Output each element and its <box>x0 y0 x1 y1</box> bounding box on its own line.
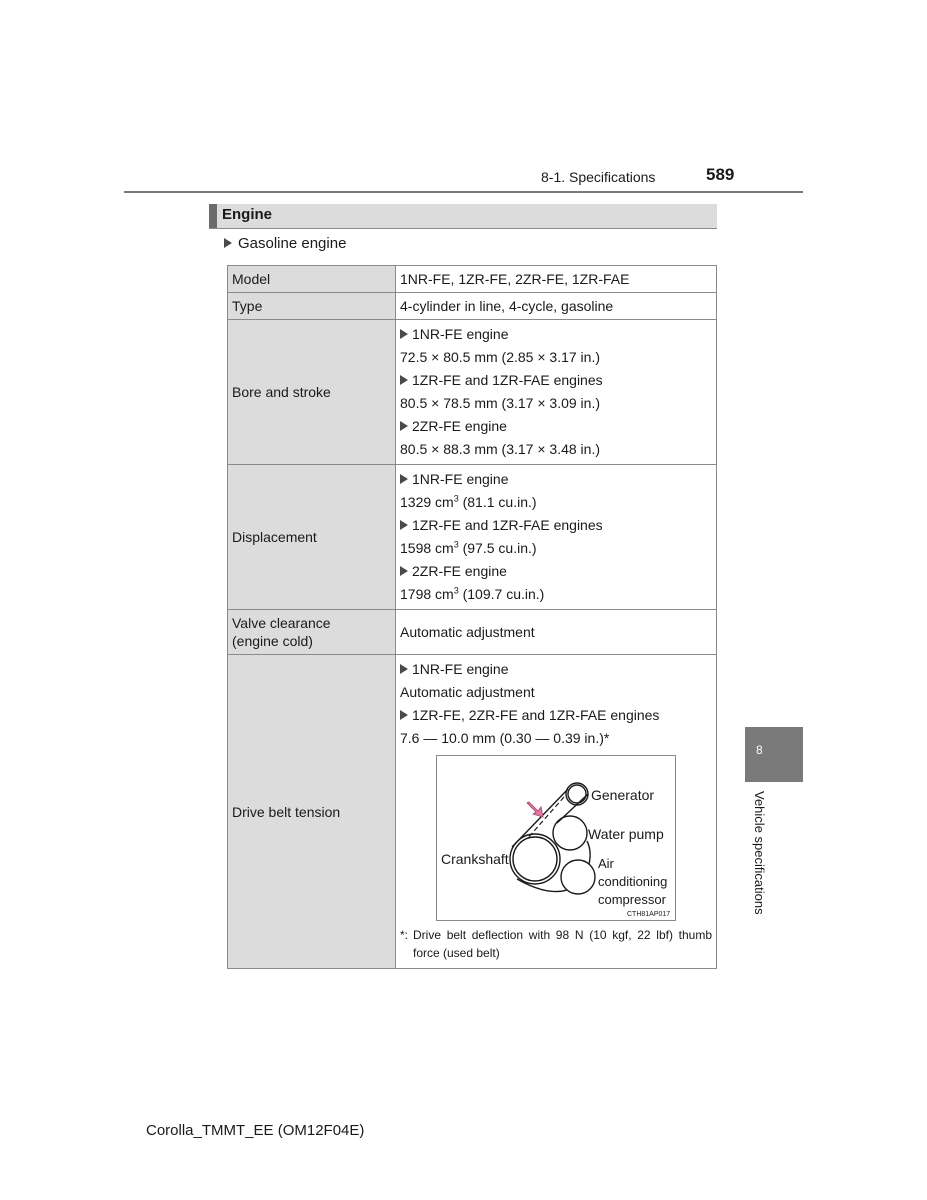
table-row-model <box>228 266 717 293</box>
belt-value-2: 7.6 — 10.0 mm (0.30 — 0.39 in.)* <box>400 730 610 746</box>
chapter-number: 8 <box>756 743 763 757</box>
water-pump-label: Water pump <box>588 826 664 842</box>
page-number: 589 <box>706 165 735 184</box>
label-bore: Bore and stroke <box>228 320 396 465</box>
table-row-bore <box>228 320 717 465</box>
bore-engine-2: 1ZR-FE and 1ZR-FAE engines <box>400 371 712 389</box>
section-bar <box>209 204 717 229</box>
compressor-pulley <box>561 860 595 894</box>
triangle-right-icon <box>400 566 408 576</box>
air-label-1: Air <box>598 856 614 871</box>
triangle-right-icon <box>400 329 408 339</box>
value-belt <box>396 655 717 969</box>
bore-value-3: 80.5 × 88.3 mm (3.17 × 3.48 in.) <box>400 441 601 457</box>
generator-label: Generator <box>591 787 655 803</box>
triangle-right-icon <box>400 375 408 385</box>
value-valve: Automatic adjustment <box>396 610 717 655</box>
footnote-text: Drive belt deflection with 98 N (10 kgf, 22 lbf) thumb force (used belt) <box>413 928 712 960</box>
table-row-type <box>228 293 717 320</box>
crankshaft-label: Crankshaft <box>441 851 509 867</box>
deflection-arrow-icon <box>527 802 543 817</box>
table-row-displacement <box>228 465 717 610</box>
disp-value-2: 1598 $cm^3$ (97.5 cu.in.) <box>400 539 537 556</box>
label-belt: Drive belt tension <box>228 655 396 969</box>
value-bore <box>396 320 717 465</box>
triangle-right-icon <box>400 421 408 431</box>
section-title: Engine <box>222 206 273 223</box>
belt-engine-1: 1NR-FE engine <box>400 660 712 678</box>
value-type: 4-cylinder in line, 4-cycle, gasoline <box>396 293 717 320</box>
section-bar-marker <box>209 204 217 228</box>
air-label-3: compressor <box>598 892 666 907</box>
header-section-title: 8-1. Specifications <box>541 169 656 185</box>
label-model: Model <box>228 266 396 293</box>
chapter-label: Vehicle specifications <box>752 791 767 915</box>
disp-engine-2: 1ZR-FE and 1ZR-FAE engines <box>400 516 712 534</box>
subsection-heading <box>224 235 346 252</box>
disp-engine-3: 2ZR-FE engine <box>400 562 712 580</box>
chapter-tab <box>745 727 803 782</box>
subsection-title: Gasoline engine <box>238 235 347 252</box>
label-displacement: Displacement <box>228 465 396 610</box>
footnote <box>400 926 712 962</box>
disp-value-1: 1329 $cm^3$ (81.1 cu.in.) <box>400 493 537 510</box>
bore-value-2: 80.5 × 78.5 mm (3.17 × 3.09 in.) <box>400 395 601 411</box>
header-rule <box>124 191 803 193</box>
belt-value-1: Automatic adjustment <box>400 684 535 700</box>
engine-spec-table <box>227 265 717 969</box>
bore-engine-3: 2ZR-FE engine <box>400 417 712 435</box>
triangle-right-icon <box>400 474 408 484</box>
table-row-valve <box>228 610 717 655</box>
bore-engine-1: 1NR-FE engine <box>400 325 712 343</box>
triangle-right-icon <box>400 664 408 674</box>
table-row-belt <box>228 655 717 969</box>
generator-pulley <box>568 785 586 803</box>
label-valve: Valve clearance (engine cold) <box>228 610 396 655</box>
disp-engine-1: 1NR-FE engine <box>400 470 712 488</box>
crankshaft-pulley <box>513 837 557 881</box>
disp-value-3: 1798 $cm^3$ (109.7 cu.in.) <box>400 585 545 602</box>
value-displacement <box>396 465 717 610</box>
triangle-right-icon <box>224 238 232 248</box>
triangle-right-icon <box>400 710 408 720</box>
bore-value-1: 72.5 × 80.5 mm (2.85 × 3.17 in.) <box>400 349 601 365</box>
label-type: Type <box>228 293 396 320</box>
triangle-right-icon <box>400 520 408 530</box>
belt-engine-2: 1ZR-FE, 2ZR-FE and 1ZR-FAE engines <box>400 706 712 724</box>
diagram-code: CTH81AP017 <box>627 911 671 918</box>
air-label-2: conditioning <box>598 874 668 889</box>
footer-text: Corolla_TMMT_EE (OM12F04E) <box>146 1122 365 1139</box>
drive-belt-diagram <box>436 755 676 921</box>
value-model: 1NR-FE, 1ZR-FE, 2ZR-FE, 1ZR-FAE <box>396 266 717 293</box>
footnote-mark: *: <box>400 928 409 942</box>
